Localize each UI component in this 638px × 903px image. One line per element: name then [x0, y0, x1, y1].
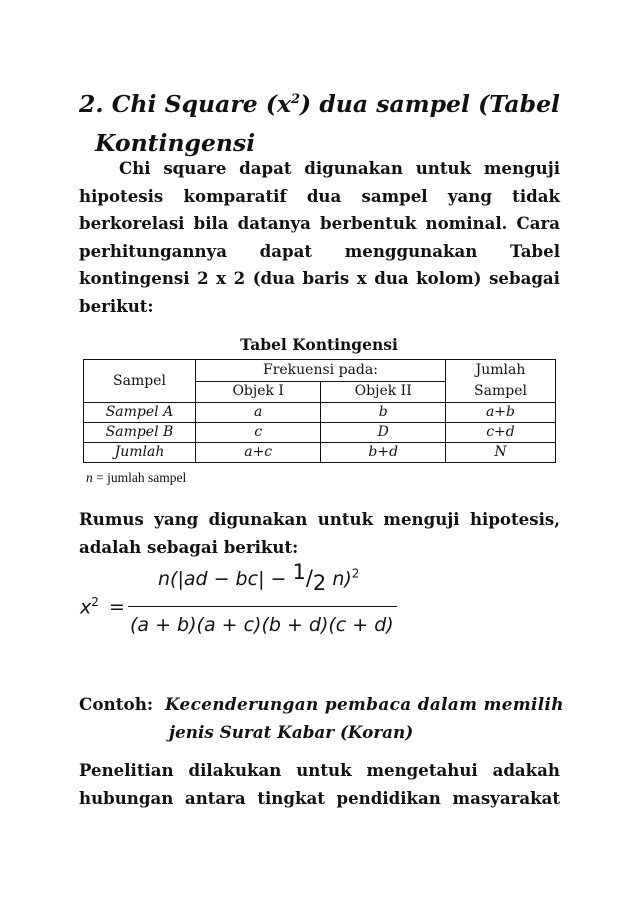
rumus-paragraph [79, 506, 560, 561]
formula-lhs [80, 595, 125, 618]
cell: a [195, 403, 321, 423]
row-label: Sampel B [84, 423, 196, 443]
heading-line1-rest: ) dua sampel (Tabel [300, 89, 560, 118]
intro-line: hipotesis komparatif dua sampel yang tidak [79, 185, 560, 206]
intro-line: kontingensi 2 x 2 (dua baris x dua kolom) sebagai [79, 268, 560, 289]
header-objek-2: Objek II [321, 381, 446, 403]
header-jumlah-line1: Jumlah [475, 362, 526, 378]
formula-num-b: n) [326, 568, 352, 590]
formula-lhs-sup: 2 [91, 595, 99, 609]
example-label: Contoh: [79, 694, 154, 714]
row-label: Sampel A [84, 403, 196, 423]
section-heading [79, 80, 579, 163]
intro-line: berkorelasi bila datanya berbentuk nominal. Cara [79, 213, 560, 234]
rumus-line: Rumus yang digunakan untuk menguji hipotesis, [79, 509, 560, 529]
cell: a+c [195, 443, 321, 463]
formula-half-den: 2 [312, 571, 327, 595]
table-row [84, 403, 556, 423]
table-caption: Tabel Kontingensi [240, 335, 398, 354]
header-objek-1: Objek I [195, 381, 321, 403]
formula-half-slash: / [305, 566, 313, 590]
table-note [86, 470, 186, 486]
cell: c [195, 423, 321, 443]
research-line: hubungan antara tingkat pendidikan masyarakat [79, 787, 560, 808]
formula-denominator: (a + b)(a + c)(b + d)(c + d) [130, 614, 394, 636]
formula-numerator [158, 560, 360, 595]
heading-superscript: 2 [290, 92, 301, 107]
research-paragraph [79, 757, 560, 812]
example-title-line2: jenis Surat Kabar (Koran) [169, 722, 414, 742]
heading-line2: Kontingensi [95, 128, 256, 157]
fraction-bar [128, 606, 397, 607]
cell: c+d [445, 423, 555, 443]
research-line: Penelitian dilakukan untuk mengetahui adakah [79, 760, 560, 780]
table-row [84, 423, 556, 443]
formula-lhs-var: x [80, 596, 92, 619]
cell: b+d [321, 443, 446, 463]
row-label: Jumlah [84, 443, 196, 463]
contingency-table [83, 359, 556, 463]
rumus-line: adalah sebagai berikut: [79, 536, 299, 557]
formula-num-a: n(|ad − bc| − [158, 568, 293, 590]
header-jumlah-line2: Sampel [474, 383, 527, 399]
table-row [84, 443, 556, 463]
example-title-line1: Kecenderungan pembaca dalam memilih [164, 694, 564, 714]
header-frekuensi: Frekuensi pada: [195, 360, 445, 382]
formula-num-sup: 2 [351, 566, 360, 581]
table-header-row [84, 360, 556, 382]
example-heading [79, 690, 564, 746]
cell: a+b [445, 403, 555, 423]
note-text: = jumlah sampel [92, 470, 187, 485]
chi-square-formula [80, 562, 410, 642]
cell: D [321, 423, 446, 443]
intro-line: Chi square dapat digunakan untuk menguji [119, 158, 560, 178]
intro-line: berikut: [79, 295, 154, 316]
heading-line1: 2. Chi Square (x [79, 89, 291, 118]
note-variable: n [86, 470, 93, 485]
formula-half-num: 1 [292, 560, 306, 584]
intro-line: perhitungannya dapat menggunakan Tabel [79, 240, 560, 261]
cell: N [445, 443, 555, 463]
intro-paragraph [79, 155, 560, 321]
header-jumlah-sampel [445, 360, 555, 403]
cell: b [321, 403, 446, 423]
formula-equals: = [108, 596, 125, 619]
header-sampel: Sampel [84, 360, 196, 403]
